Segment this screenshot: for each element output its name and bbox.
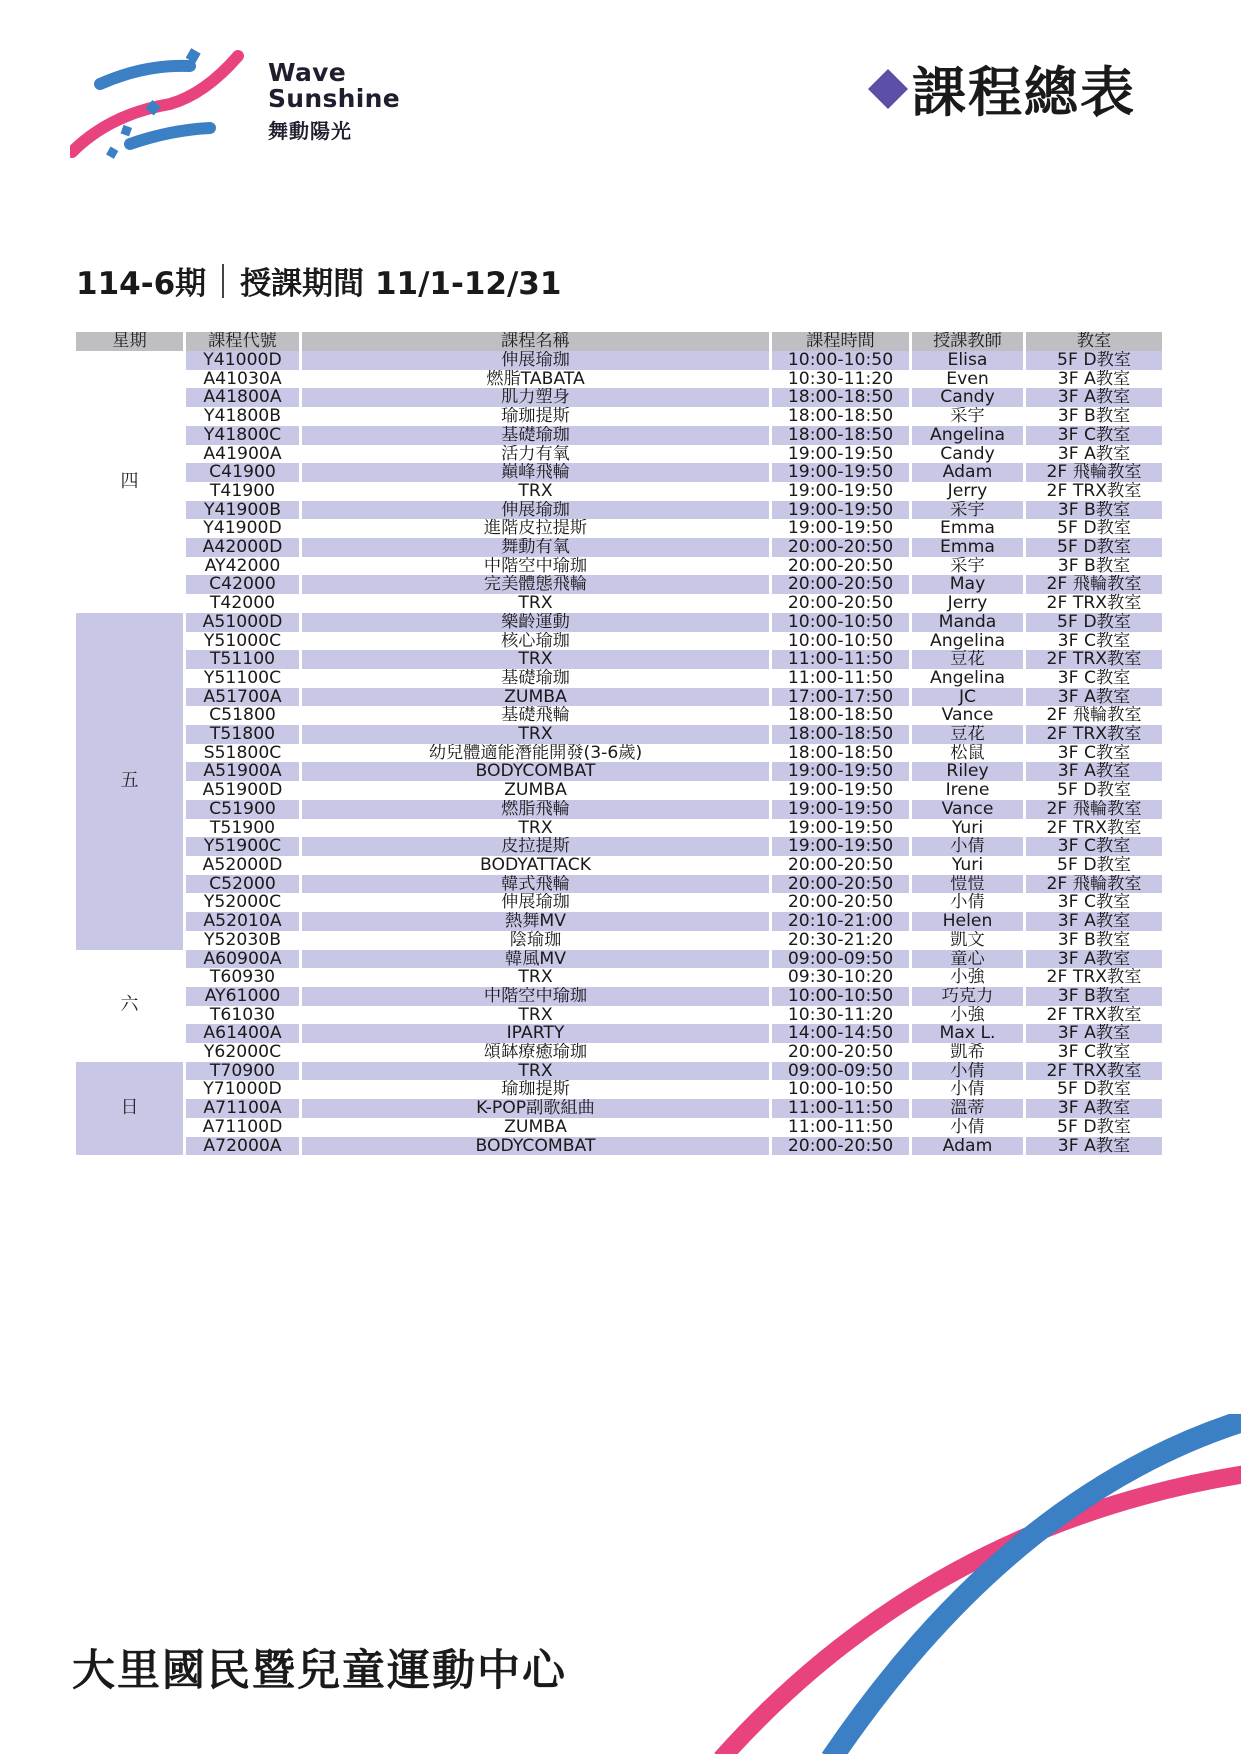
term-heading bbox=[76, 258, 561, 303]
course-code-cell: T70900 bbox=[186, 1062, 302, 1081]
brand-name-zh: 舞動陽光 bbox=[268, 118, 352, 143]
table-row bbox=[76, 445, 1162, 464]
table-row bbox=[76, 706, 1162, 725]
course-code-cell: Y51100C bbox=[186, 669, 302, 688]
course-name-cell: 進階皮拉提斯 bbox=[302, 519, 772, 538]
course-time-cell: 20:00-20:50 bbox=[772, 875, 912, 894]
room-cell: 3F C教室 bbox=[1026, 669, 1162, 688]
course-name-cell: TRX bbox=[302, 594, 772, 613]
course-name-cell: 基礎瑜珈 bbox=[302, 669, 772, 688]
header-code: 課程代號 bbox=[186, 332, 302, 351]
page-title: 課程總表 bbox=[912, 61, 1136, 124]
teacher-cell: 凱希 bbox=[912, 1043, 1026, 1062]
room-cell: 2F 飛輪教室 bbox=[1026, 575, 1162, 594]
room-cell: 3F C教室 bbox=[1026, 632, 1162, 651]
course-time-cell: 19:00-19:50 bbox=[772, 463, 912, 482]
course-time-cell: 18:00-18:50 bbox=[772, 744, 912, 763]
teacher-cell: 豆花 bbox=[912, 650, 1026, 669]
course-code-cell: T41900 bbox=[186, 482, 302, 501]
table-row bbox=[76, 669, 1162, 688]
room-cell: 3F A教室 bbox=[1026, 688, 1162, 707]
wave-sunshine-logo bbox=[70, 44, 250, 164]
course-time-cell: 18:00-18:50 bbox=[772, 407, 912, 426]
course-name-cell: 基礎瑜珈 bbox=[302, 426, 772, 445]
room-cell: 2F 飛輪教室 bbox=[1026, 463, 1162, 482]
course-code-cell: A41800A bbox=[186, 388, 302, 407]
room-cell: 2F TRX教室 bbox=[1026, 594, 1162, 613]
header-time: 課程時間 bbox=[772, 332, 912, 351]
room-cell: 2F 飛輪教室 bbox=[1026, 800, 1162, 819]
teacher-cell: 小倩 bbox=[912, 893, 1026, 912]
table-row bbox=[76, 987, 1162, 1006]
table-row bbox=[76, 725, 1162, 744]
room-cell: 3F A教室 bbox=[1026, 950, 1162, 969]
table-row bbox=[76, 875, 1162, 894]
course-code-cell: A61400A bbox=[186, 1024, 302, 1043]
course-name-cell: 瑜珈提斯 bbox=[302, 407, 772, 426]
term-period: 114-6期 bbox=[76, 266, 207, 302]
course-code-cell: C51900 bbox=[186, 800, 302, 819]
table-row bbox=[76, 557, 1162, 576]
table-row bbox=[76, 594, 1162, 613]
table-row bbox=[76, 650, 1162, 669]
course-code-cell: T51900 bbox=[186, 819, 302, 838]
course-time-cell: 17:00-17:50 bbox=[772, 688, 912, 707]
course-name-cell: 完美體態飛輪 bbox=[302, 575, 772, 594]
course-name-cell: TRX bbox=[302, 482, 772, 501]
course-time-cell: 19:00-19:50 bbox=[772, 781, 912, 800]
teacher-cell: 松鼠 bbox=[912, 744, 1026, 763]
teacher-cell: Elisa bbox=[912, 351, 1026, 370]
room-cell: 3F B教室 bbox=[1026, 931, 1162, 950]
header-teacher: 授課教師 bbox=[912, 332, 1026, 351]
room-cell: 2F TRX教室 bbox=[1026, 819, 1162, 838]
course-name-cell: IPARTY bbox=[302, 1024, 772, 1043]
table-body bbox=[76, 351, 1162, 1155]
decorative-swoosh bbox=[681, 1414, 1241, 1754]
course-name-cell: TRX bbox=[302, 819, 772, 838]
table-row bbox=[76, 744, 1162, 763]
teacher-cell: Emma bbox=[912, 519, 1026, 538]
room-cell: 3F C教室 bbox=[1026, 893, 1162, 912]
course-code-cell: AY42000 bbox=[186, 557, 302, 576]
course-name-cell: 基礎飛輪 bbox=[302, 706, 772, 725]
table-row bbox=[76, 688, 1162, 707]
course-code-cell: A51700A bbox=[186, 688, 302, 707]
course-code-cell: C41900 bbox=[186, 463, 302, 482]
course-code-cell: C42000 bbox=[186, 575, 302, 594]
teacher-cell: Riley bbox=[912, 762, 1026, 781]
room-cell: 3F A教室 bbox=[1026, 762, 1162, 781]
room-cell: 5F D教室 bbox=[1026, 351, 1162, 370]
table-row bbox=[76, 388, 1162, 407]
teacher-cell: 巧克力 bbox=[912, 987, 1026, 1006]
course-code-cell: Y52000C bbox=[186, 893, 302, 912]
table-row bbox=[76, 762, 1162, 781]
day-cell: 四 bbox=[76, 351, 186, 613]
room-cell: 2F 飛輪教室 bbox=[1026, 875, 1162, 894]
course-time-cell: 20:00-20:50 bbox=[772, 856, 912, 875]
room-cell: 3F B教室 bbox=[1026, 987, 1162, 1006]
course-name-cell: 頌缽療癒瑜珈 bbox=[302, 1043, 772, 1062]
table-row bbox=[76, 1024, 1162, 1043]
course-name-cell: 活力有氧 bbox=[302, 445, 772, 464]
course-time-cell: 20:00-20:50 bbox=[772, 557, 912, 576]
course-name-cell: 皮拉提斯 bbox=[302, 837, 772, 856]
room-cell: 5F D教室 bbox=[1026, 538, 1162, 557]
teacher-cell: 小倩 bbox=[912, 1118, 1026, 1137]
course-time-cell: 20:00-20:50 bbox=[772, 1137, 912, 1156]
course-code-cell: A42000D bbox=[186, 538, 302, 557]
room-cell: 2F 飛輪教室 bbox=[1026, 706, 1162, 725]
course-name-cell: ZUMBA bbox=[302, 688, 772, 707]
teacher-cell: Vance bbox=[912, 706, 1026, 725]
teacher-cell: Jerry bbox=[912, 594, 1026, 613]
course-name-cell: 肌力塑身 bbox=[302, 388, 772, 407]
course-code-cell: C52000 bbox=[186, 875, 302, 894]
table-row bbox=[76, 1118, 1162, 1137]
table-row bbox=[76, 893, 1162, 912]
course-code-cell: S51800C bbox=[186, 744, 302, 763]
document-title bbox=[868, 50, 1136, 127]
table-row bbox=[76, 351, 1162, 370]
room-cell: 3F A教室 bbox=[1026, 912, 1162, 931]
course-name-cell: 樂齡運動 bbox=[302, 613, 772, 632]
teacher-cell: Max L. bbox=[912, 1024, 1026, 1043]
table-row bbox=[76, 1043, 1162, 1062]
course-name-cell: 中階空中瑜珈 bbox=[302, 987, 772, 1006]
room-cell: 5F D教室 bbox=[1026, 781, 1162, 800]
table-row bbox=[76, 800, 1162, 819]
course-time-cell: 20:00-20:50 bbox=[772, 594, 912, 613]
course-time-cell: 09:30-10:20 bbox=[772, 968, 912, 987]
room-cell: 3F B教室 bbox=[1026, 501, 1162, 520]
course-code-cell: A52010A bbox=[186, 912, 302, 931]
course-code-cell: Y41800C bbox=[186, 426, 302, 445]
room-cell: 5F D教室 bbox=[1026, 1080, 1162, 1099]
room-cell: 3F A教室 bbox=[1026, 388, 1162, 407]
course-time-cell: 18:00-18:50 bbox=[772, 725, 912, 744]
room-cell: 2F TRX教室 bbox=[1026, 1062, 1162, 1081]
course-code-cell: Y51000C bbox=[186, 632, 302, 651]
teacher-cell: 小強 bbox=[912, 968, 1026, 987]
course-time-cell: 20:00-20:50 bbox=[772, 575, 912, 594]
teacher-cell: May bbox=[912, 575, 1026, 594]
table-row bbox=[76, 482, 1162, 501]
room-cell: 3F A教室 bbox=[1026, 1099, 1162, 1118]
course-code-cell: C51800 bbox=[186, 706, 302, 725]
course-code-cell: AY61000 bbox=[186, 987, 302, 1006]
course-code-cell: Y52030B bbox=[186, 931, 302, 950]
table-row bbox=[76, 501, 1162, 520]
teacher-cell: Helen bbox=[912, 912, 1026, 931]
brand-name-en-2: Sunshine bbox=[268, 84, 401, 114]
course-time-cell: 20:00-20:50 bbox=[772, 1043, 912, 1062]
room-cell: 3F B教室 bbox=[1026, 407, 1162, 426]
room-cell: 2F TRX教室 bbox=[1026, 482, 1162, 501]
course-name-cell: 熱舞MV bbox=[302, 912, 772, 931]
table-row bbox=[76, 613, 1162, 632]
table-row bbox=[76, 538, 1162, 557]
teacher-cell: 采宇 bbox=[912, 407, 1026, 426]
course-name-cell: 舞動有氧 bbox=[302, 538, 772, 557]
teacher-cell: Yuri bbox=[912, 819, 1026, 838]
course-time-cell: 10:30-11:20 bbox=[772, 1006, 912, 1025]
course-time-cell: 20:10-21:00 bbox=[772, 912, 912, 931]
table-row bbox=[76, 912, 1162, 931]
header-name: 課程名稱 bbox=[302, 332, 772, 351]
room-cell: 5F D教室 bbox=[1026, 1118, 1162, 1137]
course-time-cell: 18:00-18:50 bbox=[772, 706, 912, 725]
course-code-cell: A51900A bbox=[186, 762, 302, 781]
table-row bbox=[76, 1006, 1162, 1025]
room-cell: 3F A教室 bbox=[1026, 1024, 1162, 1043]
course-time-cell: 10:00-10:50 bbox=[772, 987, 912, 1006]
table-row bbox=[76, 1099, 1162, 1118]
course-name-cell: 幼兒體適能潛能開發(3-6歲) bbox=[302, 744, 772, 763]
course-time-cell: 20:00-20:50 bbox=[772, 893, 912, 912]
course-code-cell: T61030 bbox=[186, 1006, 302, 1025]
teacher-cell: Angelina bbox=[912, 632, 1026, 651]
course-name-cell: 伸展瑜珈 bbox=[302, 501, 772, 520]
course-time-cell: 11:00-11:50 bbox=[772, 669, 912, 688]
course-code-cell: Y41900B bbox=[186, 501, 302, 520]
table-row bbox=[76, 463, 1162, 482]
course-time-cell: 10:00-10:50 bbox=[772, 613, 912, 632]
header-room: 教室 bbox=[1026, 332, 1162, 351]
venue-name: 大里國民暨兒童運動中心 bbox=[72, 1646, 567, 1696]
course-code-cell: A41900A bbox=[186, 445, 302, 464]
course-name-cell: TRX bbox=[302, 650, 772, 669]
table-row bbox=[76, 519, 1162, 538]
teacher-cell: 采宇 bbox=[912, 501, 1026, 520]
course-name-cell: ZUMBA bbox=[302, 781, 772, 800]
course-time-cell: 09:00-09:50 bbox=[772, 950, 912, 969]
course-name-cell: K-POP副歌組曲 bbox=[302, 1099, 772, 1118]
table-header-row bbox=[76, 332, 1162, 351]
teacher-cell: Manda bbox=[912, 613, 1026, 632]
course-code-cell: Y41900D bbox=[186, 519, 302, 538]
course-code-cell: Y41800B bbox=[186, 407, 302, 426]
teacher-cell: Candy bbox=[912, 388, 1026, 407]
course-time-cell: 19:00-19:50 bbox=[772, 837, 912, 856]
teacher-cell: 采宇 bbox=[912, 557, 1026, 576]
table-row bbox=[76, 931, 1162, 950]
course-name-cell: 燃脂飛輪 bbox=[302, 800, 772, 819]
header-day: 星期 bbox=[76, 332, 186, 351]
teacher-cell: Vance bbox=[912, 800, 1026, 819]
course-name-cell: 瑜珈提斯 bbox=[302, 1080, 772, 1099]
course-time-cell: 10:00-10:50 bbox=[772, 1080, 912, 1099]
course-name-cell: TRX bbox=[302, 1062, 772, 1081]
course-name-cell: 巔峰飛輪 bbox=[302, 463, 772, 482]
course-code-cell: T60930 bbox=[186, 968, 302, 987]
course-name-cell: TRX bbox=[302, 1006, 772, 1025]
teacher-cell: Yuri bbox=[912, 856, 1026, 875]
course-code-cell: A52000D bbox=[186, 856, 302, 875]
course-time-cell: 19:00-19:50 bbox=[772, 800, 912, 819]
room-cell: 2F TRX教室 bbox=[1026, 1006, 1162, 1025]
room-cell: 3F A教室 bbox=[1026, 370, 1162, 389]
course-time-cell: 11:00-11:50 bbox=[772, 1118, 912, 1137]
day-cell: 五 bbox=[76, 613, 186, 950]
divider bbox=[222, 264, 224, 298]
course-code-cell: T51100 bbox=[186, 650, 302, 669]
diamond-icon bbox=[868, 69, 908, 109]
brand-name-en-1: Wave bbox=[268, 58, 347, 87]
course-code-cell: A51000D bbox=[186, 613, 302, 632]
course-time-cell: 14:00-14:50 bbox=[772, 1024, 912, 1043]
course-code-cell: Y71000D bbox=[186, 1080, 302, 1099]
table-row bbox=[76, 837, 1162, 856]
teacher-cell: 愷愷 bbox=[912, 875, 1026, 894]
room-cell: 2F TRX教室 bbox=[1026, 968, 1162, 987]
course-name-cell: BODYCOMBAT bbox=[302, 762, 772, 781]
teacher-cell: Even bbox=[912, 370, 1026, 389]
course-time-cell: 20:00-20:50 bbox=[772, 538, 912, 557]
room-cell: 3F C教室 bbox=[1026, 744, 1162, 763]
table-row bbox=[76, 426, 1162, 445]
teacher-cell: Jerry bbox=[912, 482, 1026, 501]
course-time-cell: 20:30-21:20 bbox=[772, 931, 912, 950]
table-row bbox=[76, 968, 1162, 987]
table-row bbox=[76, 407, 1162, 426]
course-time-cell: 11:00-11:50 bbox=[772, 650, 912, 669]
room-cell: 3F C教室 bbox=[1026, 1043, 1162, 1062]
course-name-cell: 韓式飛輪 bbox=[302, 875, 772, 894]
course-code-cell: Y62000C bbox=[186, 1043, 302, 1062]
course-time-cell: 10:30-11:20 bbox=[772, 370, 912, 389]
room-cell: 2F TRX教室 bbox=[1026, 725, 1162, 744]
course-time-cell: 18:00-18:50 bbox=[772, 426, 912, 445]
table-row bbox=[76, 1062, 1162, 1081]
room-cell: 5F D教室 bbox=[1026, 613, 1162, 632]
course-code-cell: A51900D bbox=[186, 781, 302, 800]
course-name-cell: 伸展瑜珈 bbox=[302, 893, 772, 912]
course-time-cell: 18:00-18:50 bbox=[772, 388, 912, 407]
table-row bbox=[76, 1080, 1162, 1099]
course-name-cell: TRX bbox=[302, 725, 772, 744]
course-code-cell: A60900A bbox=[186, 950, 302, 969]
course-time-cell: 19:00-19:50 bbox=[772, 819, 912, 838]
brand-name bbox=[268, 60, 400, 142]
course-time-cell: 10:00-10:50 bbox=[772, 632, 912, 651]
table-row bbox=[76, 819, 1162, 838]
table-row bbox=[76, 856, 1162, 875]
course-name-cell: ZUMBA bbox=[302, 1118, 772, 1137]
course-code-cell: T51800 bbox=[186, 725, 302, 744]
course-time-cell: 19:00-19:50 bbox=[772, 445, 912, 464]
teacher-cell: 豆花 bbox=[912, 725, 1026, 744]
course-code-cell: Y41000D bbox=[186, 351, 302, 370]
course-time-cell: 10:00-10:50 bbox=[772, 351, 912, 370]
course-code-cell: A71100A bbox=[186, 1099, 302, 1118]
teacher-cell: 溫蒂 bbox=[912, 1099, 1026, 1118]
schedule-table bbox=[76, 332, 1162, 1155]
room-cell: 5F D教室 bbox=[1026, 519, 1162, 538]
day-cell: 六 bbox=[76, 950, 186, 1062]
course-time-cell: 19:00-19:50 bbox=[772, 762, 912, 781]
teacher-cell: Irene bbox=[912, 781, 1026, 800]
term-label: 授課期間 11/1-12/31 bbox=[240, 266, 562, 302]
course-name-cell: BODYATTACK bbox=[302, 856, 772, 875]
course-code-cell: Y51900C bbox=[186, 837, 302, 856]
day-cell: 日 bbox=[76, 1062, 186, 1156]
teacher-cell: 小強 bbox=[912, 1006, 1026, 1025]
table-row bbox=[76, 950, 1162, 969]
course-time-cell: 19:00-19:50 bbox=[772, 482, 912, 501]
teacher-cell: 小倩 bbox=[912, 1080, 1026, 1099]
course-name-cell: 陰瑜珈 bbox=[302, 931, 772, 950]
room-cell: 3F C教室 bbox=[1026, 837, 1162, 856]
teacher-cell: JC bbox=[912, 688, 1026, 707]
course-code-cell: A72000A bbox=[186, 1137, 302, 1156]
course-time-cell: 11:00-11:50 bbox=[772, 1099, 912, 1118]
course-time-cell: 19:00-19:50 bbox=[772, 519, 912, 538]
table-row bbox=[76, 781, 1162, 800]
room-cell: 3F B教室 bbox=[1026, 557, 1162, 576]
course-name-cell: 燃脂TABATA bbox=[302, 370, 772, 389]
table-row bbox=[76, 370, 1162, 389]
table-row bbox=[76, 632, 1162, 651]
course-code-cell: A41030A bbox=[186, 370, 302, 389]
teacher-cell: 小倩 bbox=[912, 1062, 1026, 1081]
table-row bbox=[76, 575, 1162, 594]
table-row bbox=[76, 1137, 1162, 1156]
course-time-cell: 19:00-19:50 bbox=[772, 501, 912, 520]
course-code-cell: A71100D bbox=[186, 1118, 302, 1137]
course-time-cell: 09:00-09:50 bbox=[772, 1062, 912, 1081]
teacher-cell: Candy bbox=[912, 445, 1026, 464]
teacher-cell: 凱文 bbox=[912, 931, 1026, 950]
room-cell: 3F A教室 bbox=[1026, 445, 1162, 464]
course-name-cell: 中階空中瑜珈 bbox=[302, 557, 772, 576]
teacher-cell: Emma bbox=[912, 538, 1026, 557]
teacher-cell: 童心 bbox=[912, 950, 1026, 969]
teacher-cell: Adam bbox=[912, 463, 1026, 482]
room-cell: 3F C教室 bbox=[1026, 426, 1162, 445]
course-name-cell: BODYCOMBAT bbox=[302, 1137, 772, 1156]
room-cell: 3F A教室 bbox=[1026, 1137, 1162, 1156]
room-cell: 5F D教室 bbox=[1026, 856, 1162, 875]
room-cell: 2F TRX教室 bbox=[1026, 650, 1162, 669]
course-name-cell: 核心瑜珈 bbox=[302, 632, 772, 651]
course-name-cell: 韓風MV bbox=[302, 950, 772, 969]
course-name-cell: 伸展瑜珈 bbox=[302, 351, 772, 370]
teacher-cell: Adam bbox=[912, 1137, 1026, 1156]
course-code-cell: T42000 bbox=[186, 594, 302, 613]
teacher-cell: Angelina bbox=[912, 426, 1026, 445]
teacher-cell: 小倩 bbox=[912, 837, 1026, 856]
course-name-cell: TRX bbox=[302, 968, 772, 987]
teacher-cell: Angelina bbox=[912, 669, 1026, 688]
